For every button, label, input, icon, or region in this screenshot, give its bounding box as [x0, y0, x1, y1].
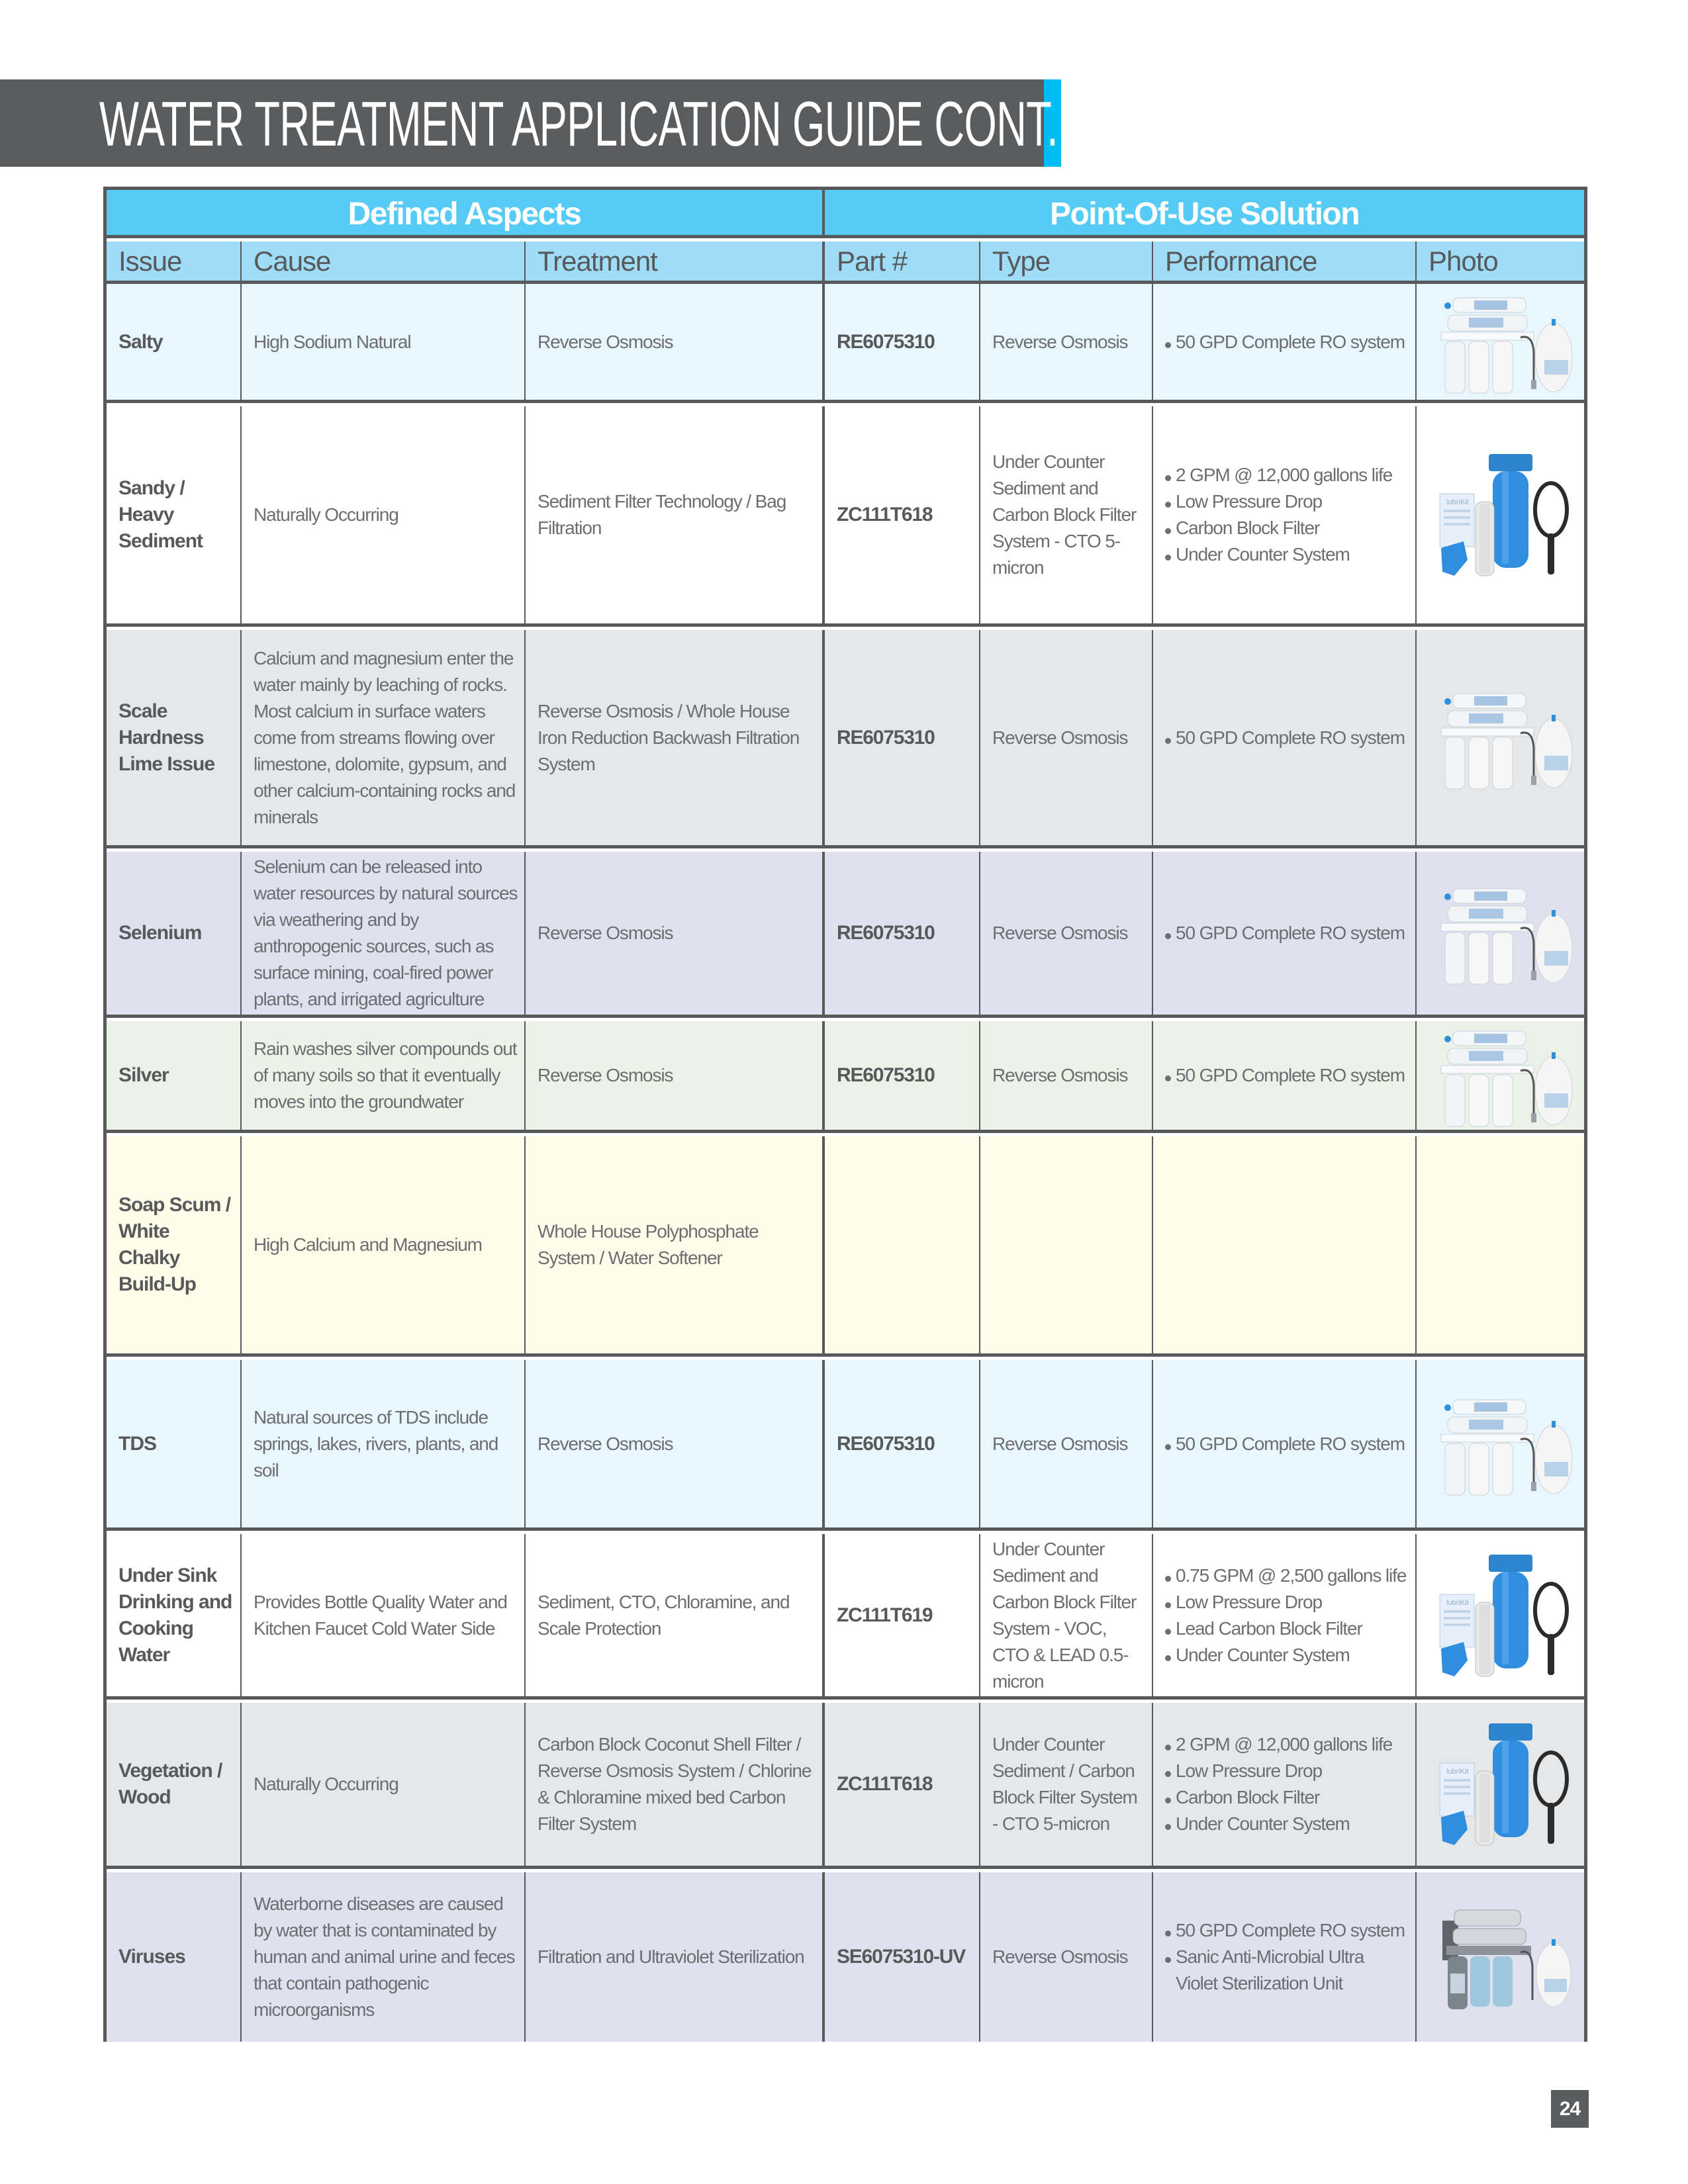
type-text: Under Counter Sediment and Carbon Block Filter System - VOC, CTO & LEAD 0.5-micron	[992, 1538, 1137, 1692]
performance-bullet: 2 GPM @ 12,000 gallons life	[1165, 462, 1392, 488]
treatment-text: Sediment Filter Technology / Bag Filtration	[538, 491, 786, 538]
group-header-point-of-use-solution: Point-Of-Use Solution	[822, 190, 1584, 238]
type-text: Reverse Osmosis	[992, 1946, 1128, 1967]
ro-system-photo	[1428, 1388, 1573, 1500]
performance-list	[1165, 1563, 1406, 1668]
table-row	[107, 1703, 1584, 1869]
treatment-text: Carbon Block Coconut Shell Filter / Reverse Osmosis System / Chlorine & Chloramine mixed bed Carbon Filter System	[538, 1734, 812, 1834]
cause-text: Naturally Occurring	[254, 1774, 399, 1794]
performance-bullet: Under Counter System	[1165, 541, 1392, 568]
performance-bullet: 50 GPD Complete RO system	[1165, 329, 1405, 355]
type-text: Under Counter Sediment / Carbon Block Filter System - CTO 5-micron	[992, 1734, 1137, 1834]
part-text: RE6075310	[837, 726, 935, 749]
cause-text: Provides Bottle Quality Water and Kitchen Faucet Cold Water Side	[254, 1591, 507, 1639]
issue-text: Sandy / Heavy Sediment	[118, 477, 203, 552]
ro-system-photo	[1428, 877, 1573, 989]
performance-bullet: Low Pressure Drop	[1165, 1589, 1406, 1615]
cell-part	[822, 1136, 979, 1353]
cell-photo	[1415, 1021, 1584, 1130]
cell-performance	[1152, 1360, 1415, 1527]
performance-bullet: 2 GPM @ 12,000 gallons life	[1165, 1731, 1392, 1758]
cell-cause	[240, 1136, 524, 1353]
svg-text:lubriKit: lubriKit	[1446, 1768, 1469, 1776]
cell-type	[979, 1872, 1152, 2042]
column-header-issue: Issue	[118, 245, 182, 277]
treatment-text: Reverse Osmosis	[538, 331, 673, 352]
page-title: WATER TREATMENT APPLICATION GUIDE CONT.	[99, 89, 1058, 159]
cell-performance	[1152, 852, 1415, 1015]
performance-bullet: Lead Carbon Block Filter	[1165, 1615, 1406, 1642]
cell-type	[979, 406, 1152, 623]
cell-photo	[1415, 1136, 1584, 1353]
cell-cause	[240, 1872, 524, 2042]
type-text: Under Counter Sediment and Carbon Block Filter System - CTO 5-micron	[992, 451, 1137, 578]
cell-treatment	[524, 1021, 822, 1130]
performance-bullet: Carbon Block Filter	[1165, 1784, 1392, 1811]
performance-list	[1165, 462, 1392, 568]
cell-part	[822, 1703, 979, 1866]
cell-treatment	[524, 1136, 822, 1353]
table-row	[107, 284, 1584, 403]
cause-text: Calcium and magnesium enter the water mainly by leaching of rocks. Most calcium in surface waters come from streams flowing over limestone, dolomite, gypsum, and other calcium-containing rocks and minerals	[254, 647, 516, 827]
uv-ro-system-illustration	[1428, 1901, 1573, 2013]
cell-performance	[1152, 406, 1415, 623]
cell-part	[822, 406, 979, 623]
treatment-text: Sediment, CTO, Chloramine, and Scale Protection	[538, 1591, 790, 1639]
cell-cause	[240, 852, 524, 1015]
performance-bullet: 50 GPD Complete RO system	[1165, 1917, 1409, 1944]
issue-text: Silver	[118, 1064, 169, 1086]
performance-bullet: 50 GPD Complete RO system	[1165, 920, 1405, 946]
cell-type	[979, 1360, 1152, 1527]
performance-list	[1165, 1062, 1405, 1089]
table-row	[107, 1534, 1584, 1700]
ro-system-illustration	[1428, 682, 1573, 794]
cell-issue	[107, 284, 240, 400]
cell-photo	[1415, 1703, 1584, 1866]
cell-photo	[1415, 852, 1584, 1015]
performance-bullet: 50 GPD Complete RO system	[1165, 725, 1405, 751]
cause-text: Waterborne diseases are caused by water that is contaminated by human and animal urine and feces that contain pathogenic microorganisms	[254, 1893, 515, 2020]
svg-text:lubriKit: lubriKit	[1446, 1598, 1469, 1607]
column-header-performance: Performance	[1152, 242, 1415, 281]
performance-list	[1165, 329, 1405, 355]
performance-bullet: 50 GPD Complete RO system	[1165, 1431, 1405, 1457]
cause-text: Natural sources of TDS include springs, lakes, rivers, plants, and soil	[254, 1406, 498, 1480]
issue-text: Under Sink Drinking and Cooking Water	[118, 1564, 232, 1666]
cell-cause	[240, 630, 524, 845]
column-header-type: Type	[979, 242, 1152, 281]
filter-housing-kit-illustration	[1428, 1549, 1573, 1682]
cell-treatment	[524, 1703, 822, 1866]
type-text: Reverse Osmosis	[992, 923, 1128, 943]
cell-cause	[240, 1360, 524, 1527]
page-number-badge: 24	[1551, 2090, 1589, 2128]
cell-part	[822, 1021, 979, 1130]
filter-housing-kit-photo	[1428, 1718, 1573, 1850]
cell-photo	[1415, 1872, 1584, 2042]
cell-part	[822, 1534, 979, 1696]
performance-bullet: 50 GPD Complete RO system	[1165, 1062, 1405, 1089]
issue-text: TDS	[118, 1432, 156, 1455]
type-text: Reverse Osmosis	[992, 727, 1128, 748]
cell-issue	[107, 1021, 240, 1130]
cell-type	[979, 284, 1152, 400]
cell-issue	[107, 1703, 240, 1866]
issue-text: Soap Scum / White Chalky Build-Up	[118, 1194, 231, 1295]
cell-type	[979, 1703, 1152, 1866]
type-text: Reverse Osmosis	[992, 1433, 1128, 1454]
treatment-text: Reverse Osmosis	[538, 1065, 673, 1085]
part-text: ZC111T619	[837, 1604, 933, 1626]
cell-treatment	[524, 1360, 822, 1527]
table-row	[107, 1136, 1584, 1357]
cell-photo	[1415, 1534, 1584, 1696]
performance-list	[1165, 1917, 1409, 1997]
cell-part	[822, 630, 979, 845]
part-text: ZC111T618	[837, 504, 933, 525]
ro-system-illustration	[1428, 877, 1573, 989]
cell-photo	[1415, 630, 1584, 845]
performance-bullet: Sanic Anti-Microbial Ultra Violet Sterilization Unit	[1165, 1944, 1409, 1997]
cell-performance	[1152, 1534, 1415, 1696]
column-header-photo: Photo	[1415, 242, 1584, 281]
group-header-defined-aspects: Defined Aspects	[348, 197, 581, 232]
performance-bullet: Low Pressure Drop	[1165, 488, 1392, 515]
cell-performance	[1152, 1021, 1415, 1130]
filter-housing-kit-photo	[1428, 449, 1573, 581]
treatment-text: Reverse Osmosis / Whole House Iron Reduction Backwash Filtration System	[538, 700, 800, 774]
cell-type	[979, 630, 1152, 845]
cell-treatment	[524, 852, 822, 1015]
cell-treatment	[524, 284, 822, 400]
performance-list	[1165, 920, 1405, 946]
filter-housing-kit-photo	[1428, 1549, 1573, 1682]
cell-type	[979, 1021, 1152, 1130]
treatment-text: Reverse Osmosis	[538, 923, 673, 943]
treatment-text: Whole House Polyphosphate System / Water Softener	[538, 1221, 759, 1268]
performance-list	[1165, 1731, 1392, 1837]
cell-type	[979, 852, 1152, 1015]
cause-text: Naturally Occurring	[254, 504, 399, 525]
svg-text:lubriKit: lubriKit	[1446, 498, 1469, 506]
group-header-row	[107, 190, 1584, 238]
performance-bullet: Carbon Block Filter	[1165, 515, 1392, 541]
cell-part	[822, 284, 979, 400]
performance-list	[1165, 725, 1405, 751]
cell-issue	[107, 630, 240, 845]
type-text: Reverse Osmosis	[992, 331, 1128, 352]
cell-treatment	[524, 1534, 822, 1696]
cause-text: Selenium can be released into water resources by natural sources via weathering and by anthropogenic sources, such as surface mining, coal-fired power plants, and irrigated agriculture	[254, 856, 518, 1009]
cell-performance	[1152, 1703, 1415, 1866]
cell-performance	[1152, 630, 1415, 845]
cell-performance	[1152, 1872, 1415, 2042]
part-text: SE6075310-UV	[837, 1946, 966, 1968]
table-row	[107, 852, 1584, 1018]
cell-issue	[107, 1872, 240, 2042]
part-text: RE6075310	[837, 922, 935, 944]
issue-text: Viruses	[118, 1946, 185, 1968]
cell-part	[822, 1872, 979, 2042]
cell-cause	[240, 1534, 524, 1696]
ro-system-illustration	[1428, 1388, 1573, 1500]
cell-issue	[107, 1534, 240, 1696]
performance-bullet: Under Counter System	[1165, 1811, 1392, 1837]
cell-performance	[1152, 284, 1415, 400]
table-row	[107, 406, 1584, 627]
performance-list	[1165, 1431, 1405, 1457]
cell-treatment	[524, 406, 822, 623]
cell-cause	[240, 1021, 524, 1130]
cell-issue	[107, 852, 240, 1015]
column-header-part-number: Part #	[822, 242, 979, 281]
cause-text: High Calcium and Magnesium	[254, 1234, 482, 1255]
part-text: RE6075310	[837, 1064, 935, 1086]
filter-housing-kit-illustration	[1428, 449, 1573, 581]
column-header-treatment: Treatment	[524, 242, 822, 281]
cell-cause	[240, 406, 524, 623]
performance-bullet: Low Pressure Drop	[1165, 1758, 1392, 1784]
cell-cause	[240, 1703, 524, 1866]
cell-photo	[1415, 284, 1584, 400]
cell-issue	[107, 406, 240, 623]
ro-system-photo	[1428, 286, 1573, 398]
performance-bullet: Under Counter System	[1165, 1642, 1406, 1668]
column-header-row	[107, 242, 1584, 284]
cause-text: Rain washes silver compounds out of many soils so that it eventually moves into the groundwater	[254, 1038, 517, 1112]
cell-type	[979, 1534, 1152, 1696]
table-row	[107, 1021, 1584, 1133]
ro-system-illustration	[1428, 1019, 1573, 1132]
issue-text: Scale Hardness Lime Issue	[118, 700, 215, 775]
filter-housing-kit-illustration	[1428, 1718, 1573, 1850]
ro-system-photo	[1428, 1019, 1573, 1132]
type-text: Reverse Osmosis	[992, 1065, 1128, 1085]
cell-cause	[240, 284, 524, 400]
cell-performance	[1152, 1136, 1415, 1353]
ro-system-illustration	[1428, 286, 1573, 398]
issue-text: Salty	[118, 330, 163, 353]
cell-photo	[1415, 1360, 1584, 1527]
part-text: ZC111T618	[837, 1773, 933, 1795]
application-guide-table	[103, 187, 1587, 2042]
issue-text: Selenium	[118, 922, 202, 944]
treatment-text: Filtration and Ultraviolet Sterilization	[538, 1946, 804, 1967]
cell-type	[979, 1136, 1152, 1353]
treatment-text: Reverse Osmosis	[538, 1433, 673, 1454]
table-row	[107, 630, 1584, 848]
cell-photo	[1415, 406, 1584, 623]
cell-issue	[107, 1136, 240, 1353]
performance-bullet: 0.75 GPM @ 2,500 gallons life	[1165, 1563, 1406, 1589]
table-row	[107, 1872, 1584, 2042]
cell-treatment	[524, 630, 822, 845]
issue-text: Vegetation / Wood	[118, 1760, 222, 1808]
cell-treatment	[524, 1872, 822, 2042]
cell-part	[822, 852, 979, 1015]
uv-ro-system-photo	[1428, 1901, 1573, 2013]
cell-part	[822, 1360, 979, 1527]
ro-system-photo	[1428, 682, 1573, 794]
column-header-cause: Cause	[240, 242, 524, 281]
part-text: RE6075310	[837, 1432, 935, 1455]
table-row	[107, 1360, 1584, 1531]
cell-issue	[107, 1360, 240, 1527]
cause-text: High Sodium Natural	[254, 331, 411, 352]
part-text: RE6075310	[837, 330, 935, 353]
